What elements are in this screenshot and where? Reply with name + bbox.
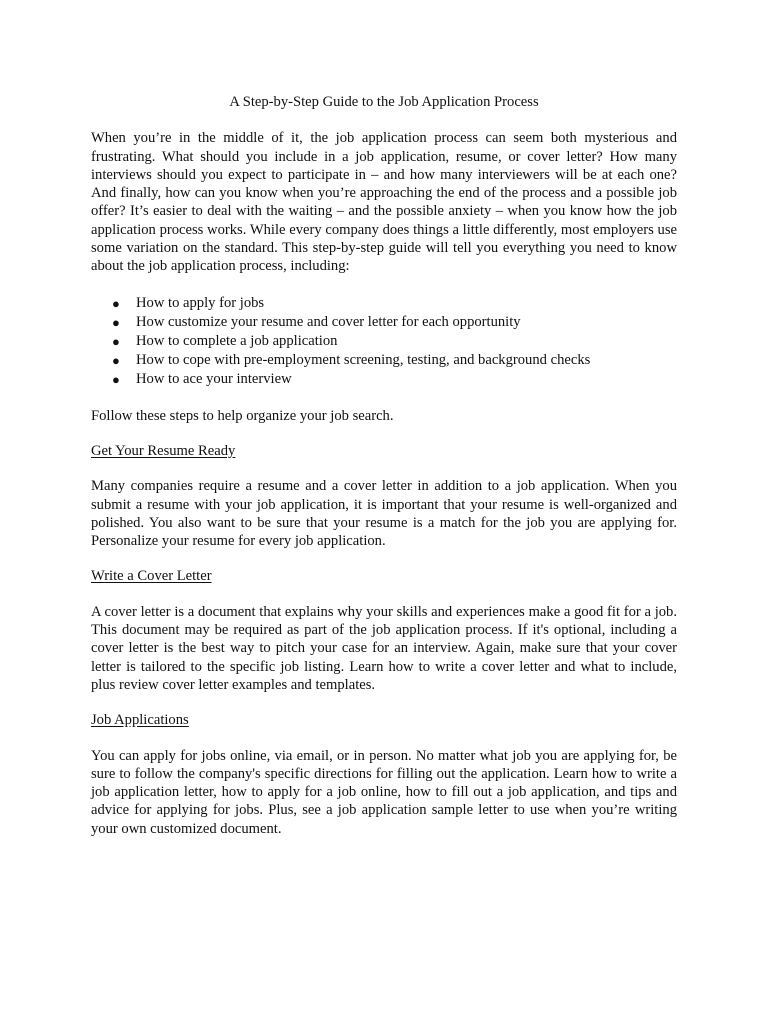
list-item	[91, 370, 677, 389]
list-item-text: How customize your resume and cover letter for each opportunity	[136, 313, 521, 330]
section-heading-resume: Get Your Resume Ready	[91, 442, 236, 459]
list-item-text: How to complete a job application	[136, 332, 338, 349]
section-heading-cover-letter: Write a Cover Letter	[91, 568, 212, 585]
list-item	[91, 294, 677, 313]
bullet-icon: ●	[112, 295, 120, 311]
section-body-cover-letter: A cover letter is a document that explains why your skills and experiences make a good fit for a job. This document may be required as part of the job application process. If it's optional, including a cover letter is the best way to pitch your case for an interview. Again, make sure that your cover letter is tailored to the specific job listing. Learn how to write a cover letter and what to include, plus review cover letter examples and templates.	[91, 603, 677, 693]
section-body-job-applications: You can apply for jobs online, via email, or in person. No matter what job you are applying for, be sure to follow the company's specific directions for filling out the application. Learn how to write a job application letter, how to apply for a job online, how to fill out a job application, and tips and advice for applying for jobs. Plus, see a job application sample letter to use when you’re writing your own customized document.	[91, 747, 677, 837]
list-item	[91, 332, 677, 351]
section-heading-job-applications: Job Applications	[91, 712, 189, 729]
list-item-text: How to ace your interview	[136, 370, 292, 387]
bullet-icon: ●	[112, 314, 120, 330]
bullet-icon: ●	[112, 371, 120, 387]
list-item-text: How to apply for jobs	[136, 294, 265, 311]
document-page	[91, 93, 677, 838]
document-title: A Step-by-Step Guide to the Job Application Process	[229, 94, 539, 110]
section-body-resume: Many companies require a resume and a cover letter in addition to a job application. When you submit a resume with your job application, it is important that your resume is well-organized and polished. You also want to be sure that your resume is a match for the job you are applying for. Personalize your resume for every job application.	[91, 478, 677, 550]
follow-steps-text: Follow these steps to help organize your job search.	[91, 407, 394, 424]
list-item	[91, 313, 677, 332]
list-item	[91, 351, 677, 370]
intro-paragraph: When you’re in the middle of it, the job application process can seem both mysterious and frustrating. What should you include in a job application, resume, or cover letter? How many interviews should you expect to participate in – and how many interviewers will be at each one? And finally, how can you know when you’re approaching the end of the process and a possible job offer? It’s easier to deal with the waiting – and the possible anxiety – when you know how the job application process works. While every company does things a little differently, most employers use some variation on the standard. This step-by-step guide will tell you everything you need to know about the job application process, including:	[91, 130, 677, 275]
bullet-icon: ●	[112, 352, 120, 368]
topics-list	[91, 294, 677, 389]
bullet-icon: ●	[112, 333, 120, 349]
list-item-text: How to cope with pre-employment screening, testing, and background checks	[136, 351, 591, 368]
